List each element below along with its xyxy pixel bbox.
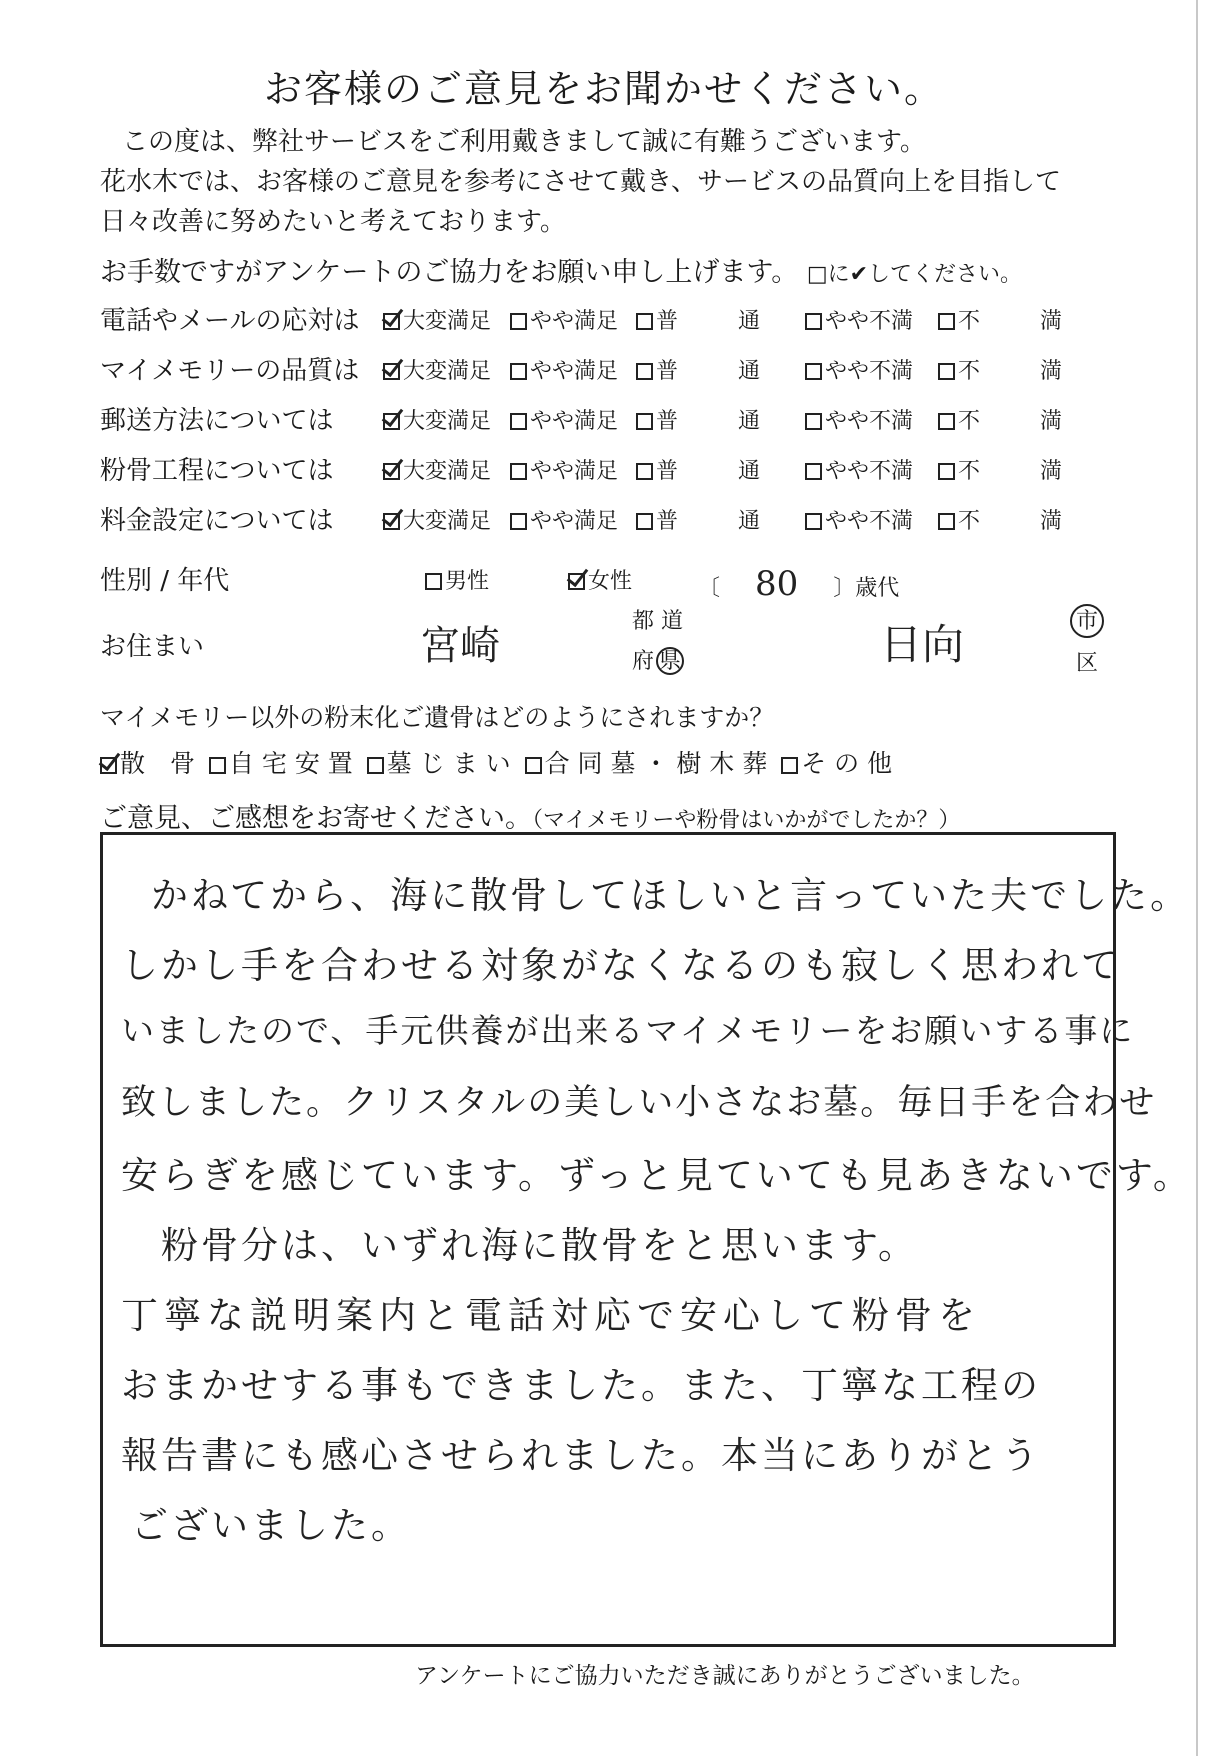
option-somewhat-satisfied[interactable]: やや満足 [510, 354, 618, 385]
checkbox-icon [510, 463, 527, 480]
option-neutral[interactable]: 普 通 [636, 354, 760, 385]
gender-age-row [100, 560, 1120, 604]
remains-question: マイメモリー以外の粉末化ご遺骨はどのようにされますか？ [100, 703, 775, 732]
option-somewhat-satisfied[interactable]: やや満足 [510, 504, 618, 535]
comment-prompt [100, 796, 960, 835]
option-somewhat-dissatisfied[interactable]: やや不満 [805, 504, 913, 535]
option-neutral[interactable]: 普 通 [636, 404, 760, 435]
prefecture-value[interactable]: 宮崎 [420, 623, 500, 669]
survey-instruction [100, 250, 1022, 289]
option-very-satisfied[interactable]: 大変満足 [383, 304, 491, 335]
remains-options [100, 744, 892, 780]
city-value[interactable]: 日向 [880, 620, 965, 669]
checkbox-icon [938, 313, 955, 330]
checkbox-icon [805, 463, 822, 480]
checkbox-icon [636, 463, 653, 480]
option-other[interactable]: そ の 他 [781, 749, 892, 778]
instruction-note-rest: してください。 [868, 262, 1023, 287]
comment-line: いましたので、手元供養が出来るマイメモリーをお願いする事に [121, 1011, 1135, 1050]
option-somewhat-satisfied[interactable]: やや満足 [510, 404, 618, 435]
checkbox-icon [636, 413, 653, 430]
option-neutral[interactable]: 普 通 [636, 454, 760, 485]
question-label: 電話やメールの応対は [100, 306, 360, 336]
checkbox-icon [938, 513, 955, 530]
question-row-phone-email [100, 300, 1120, 340]
question-label: 料金設定については [100, 506, 334, 536]
checkbox-icon [938, 463, 955, 480]
option-dissatisfied[interactable]: 不 満 [938, 504, 1062, 535]
option-somewhat-dissatisfied[interactable]: やや不満 [805, 454, 913, 485]
checkbox-icon [938, 363, 955, 380]
intro-line: 花水木では、お客様のご意見を参考にさせて戴き、サービスの品質向上を目指して [100, 167, 1061, 197]
option-somewhat-satisfied[interactable]: やや満足 [510, 454, 618, 485]
option-very-satisfied[interactable]: 大変満足 [383, 354, 491, 385]
age-suffix: 〕歳代 [833, 576, 900, 601]
option-dissatisfied[interactable]: 不 満 [938, 454, 1062, 485]
question-label: 粉骨工程については [100, 456, 334, 486]
checkbox-icon [636, 363, 653, 380]
question-label: 郵送方法については [100, 406, 334, 436]
option-somewhat-satisfied[interactable]: やや満足 [510, 304, 618, 335]
comment-prompt-text: ご意見、ご感想をお寄せください。 [100, 803, 532, 834]
instruction-note [807, 262, 1022, 287]
check-mark-icon: ✔ [849, 262, 869, 287]
instruction-note-box: □に [806, 262, 850, 287]
checkbox-icon [209, 757, 226, 774]
option-neutral[interactable]: 普 通 [636, 304, 760, 335]
checkbox-checked-icon [383, 513, 400, 530]
checkbox-icon [525, 757, 542, 774]
comment-box[interactable] [100, 832, 1193, 1647]
comment-prompt-sub: （マイメモリーや粉骨はいかがでしたか？） [532, 808, 961, 833]
option-shared-grave-tree-burial[interactable]: 合 同 墓 ・ 樹 木 葬 [525, 749, 768, 778]
checkbox-icon [805, 513, 822, 530]
checkbox-icon [805, 363, 822, 380]
checkbox-icon [938, 413, 955, 430]
footer-thanks: アンケートにご協力いただき誠にありがとうございました。 [415, 1663, 1035, 1689]
checkbox-checked-icon [383, 413, 400, 430]
comment-line: 安らぎを感じています。ずっと見ていても見あきないです。 [121, 1154, 1193, 1197]
option-female[interactable]: 女性 [568, 564, 632, 595]
checkbox-icon [636, 513, 653, 530]
age-value: 80 [755, 564, 799, 604]
option-very-satisfied[interactable]: 大変満足 [383, 454, 491, 485]
option-very-satisfied[interactable]: 大変満足 [383, 404, 491, 435]
prefecture-suffix-bottom: 府 県 [632, 644, 684, 675]
comment-line: 致しました。クリスタルの美しい小さなお墓。毎日手を合わせ [121, 1083, 1157, 1123]
option-somewhat-dissatisfied[interactable]: やや不満 [805, 304, 913, 335]
intro-text [100, 122, 1061, 242]
question-row-pricing [100, 500, 1120, 540]
checkbox-icon [510, 313, 527, 330]
intro-line: 日々改善に努めたいと考えております。 [100, 207, 566, 237]
option-grave-closing[interactable]: 墓 じ ま い [367, 749, 511, 778]
option-dissatisfied[interactable]: 不 満 [938, 304, 1062, 335]
question-label: マイメモリーの品質は [100, 356, 360, 386]
ward-suffix: 区 [1076, 651, 1099, 676]
option-scatter-ashes[interactable]: 散 骨 [100, 749, 195, 778]
checkbox-icon [805, 413, 822, 430]
checkbox-checked-icon [383, 463, 400, 480]
option-home-keeping[interactable]: 自 宅 安 置 [209, 749, 353, 778]
option-very-satisfied[interactable]: 大変満足 [383, 504, 491, 535]
checkbox-checked-icon [383, 363, 400, 380]
prefecture-suffix-top: 都 道 [632, 609, 683, 634]
checkbox-icon [367, 757, 384, 774]
address-row [100, 609, 1120, 686]
survey-title: お客様のご意見をお聞かせください。 [263, 67, 944, 111]
checkbox-icon [425, 573, 442, 590]
comment-line: かねてから、海に散骨してほしいと言っていた夫でした。 [151, 874, 1191, 917]
checkbox-icon [510, 363, 527, 380]
checkbox-checked-icon [383, 313, 400, 330]
option-dissatisfied[interactable]: 不 満 [938, 404, 1062, 435]
comment-line: ございました。 [131, 1504, 411, 1547]
checkbox-icon [510, 513, 527, 530]
address-label: お住まい [100, 632, 205, 662]
option-dissatisfied[interactable]: 不 満 [938, 354, 1062, 385]
comment-line: 丁寧な説明案内と電話対応で安心して粉骨を [121, 1294, 981, 1337]
option-somewhat-dissatisfied[interactable]: やや不満 [805, 404, 913, 435]
comment-line: 粉骨分は、いずれ海に散骨をと思います。 [161, 1224, 919, 1267]
comment-line: 報告書にも感心させられました。本当にありがとう [121, 1434, 1041, 1477]
intro-line: この度は、弊社サービスをご利用戴きまして誠に有難うございます。 [122, 127, 926, 157]
question-row-shipping [100, 400, 1120, 440]
checkbox-icon [805, 313, 822, 330]
checkbox-checked-icon [100, 757, 117, 774]
instruction-text: お手数ですがアンケートのご協力をお願い申し上げます。 [100, 257, 799, 288]
option-male[interactable]: 男性 [425, 564, 489, 595]
checkbox-checked-icon [568, 573, 585, 590]
city-suffix-circled [1070, 604, 1104, 638]
gender-age-label: 性別 / 年代 [100, 566, 230, 596]
checkbox-icon [781, 757, 798, 774]
checkbox-icon [636, 313, 653, 330]
bracket-open: 〔 [698, 576, 721, 601]
circled-shi-icon: 市 [1070, 604, 1104, 638]
comment-line: おまかせする事もできました。また、丁寧な工程の [121, 1364, 1041, 1407]
checkbox-icon [510, 413, 527, 430]
question-row-grinding-process [100, 450, 1120, 490]
age-field[interactable] [698, 564, 899, 604]
option-somewhat-dissatisfied[interactable]: やや不満 [805, 354, 913, 385]
question-row-product-quality [100, 350, 1120, 390]
circled-ken-icon: 県 [656, 647, 684, 675]
option-neutral[interactable]: 普 通 [636, 504, 760, 535]
comment-line: しかし手を合わせる対象がなくなるのも寂しく思われて [121, 944, 1121, 987]
